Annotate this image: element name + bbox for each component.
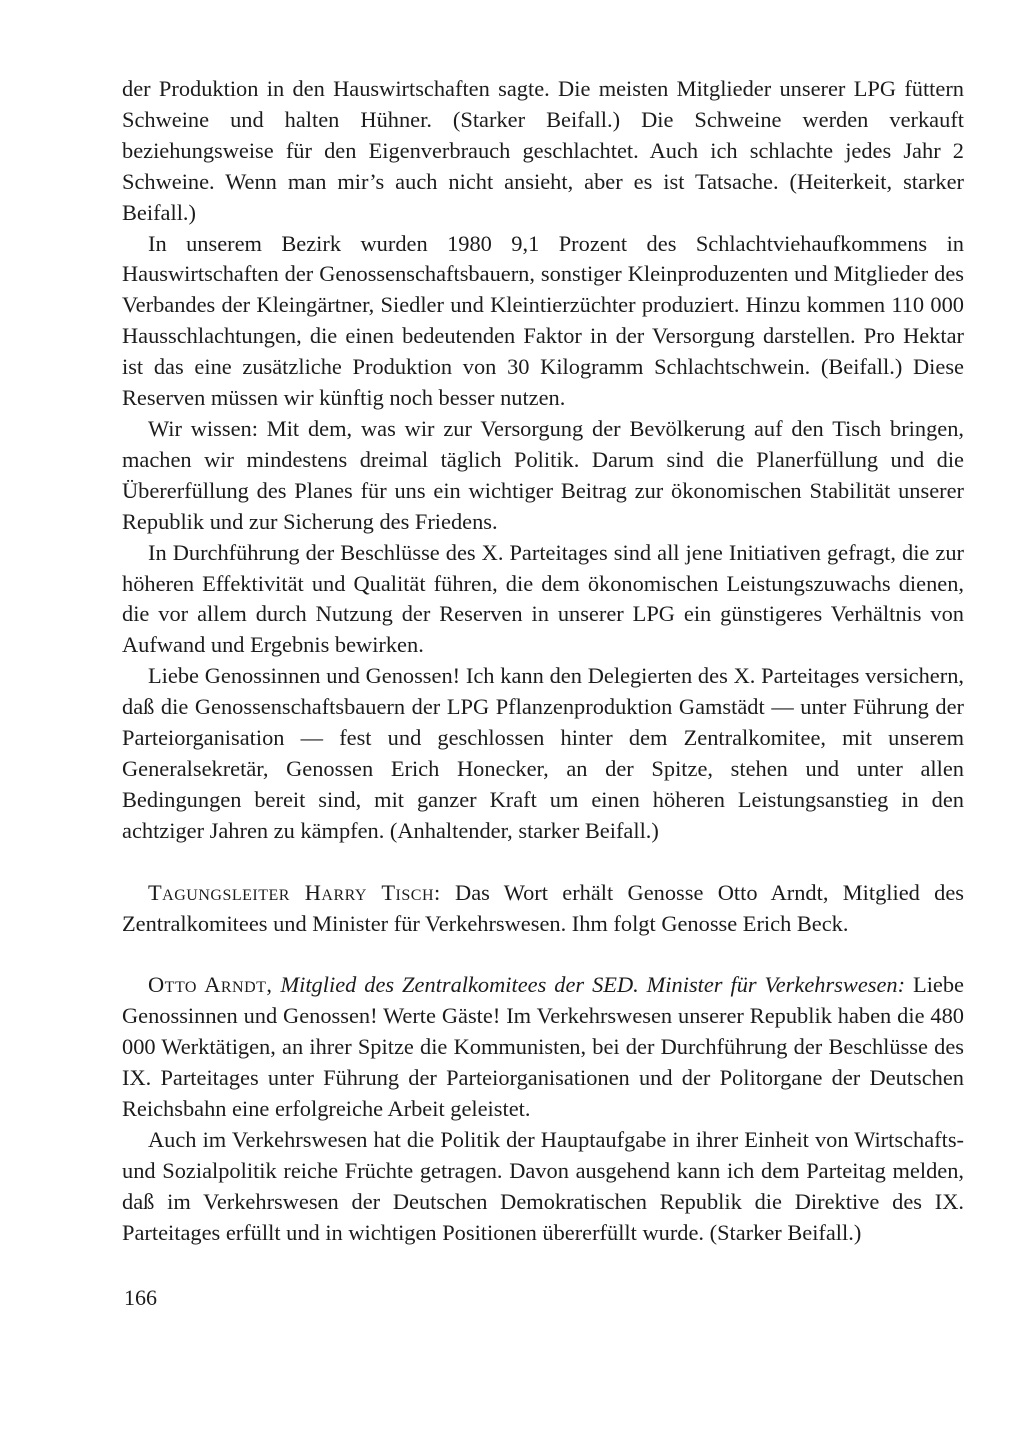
paragraph-beschluesse: In Durchführung der Beschlüsse des X. Parteitages sind all jene Initiativen gefragt, die zur höheren Effektivität und Qualität führen, die dem ökonomischen Leistungszuwachs dienen, die vor allem durch Nutzung der Reserven in unserer LPG ein günstigeres Verhältnis von Aufwand und Ergebnis bewirken. bbox=[122, 539, 964, 658]
paragraph-genossen: Liebe Genossinnen und Genossen! Ich kann den Delegierten des X. Parteitages versichern, daß die Genossenschaftsbauern der LPG Pflanzenproduktion Gamstädt — unter Führung der Parteiorganisation — fest und geschlossen hinter dem Zentralkomitee, mit unserem Generalsekretär, Genossen Erich Honecker, an der Spitze, stehen und unter allen Bedingungen bereit sind, mit ganzer Kraft um einen höheren Leistungsanstieg in den achtziger Jahren zu kämpfen. (Anhaltender, starker Beifall.) bbox=[122, 663, 964, 843]
arndt-role: Mitglied des Zentralkomitees der SED. Minister für Verkehrswesen: bbox=[272, 972, 906, 998]
chair-speaker: Tagungsleiter Harry Tisch: bbox=[148, 879, 441, 905]
arndt-speaker: Otto Arndt, bbox=[148, 972, 273, 998]
paragraph-verkehrswesen: Auch im Verkehrswesen hat die Politik der Hauptaufgabe in ihrer Einheit von Wirtschafts- und Sozialpolitik reiche Früchte getragen. Davon ausgehend kann ich dem Parteitag melden, daß im Verkehrswesen der Deutschen Demokratischen Republik die Direktive des IX. Parteitages erfüllt und in wichtigen Positionen übererfüllt wurde. (Starker Beifall.) bbox=[122, 1127, 964, 1245]
arndt-text: Liebe Genossinnen und Genossen! Werte Gäste! Im Verkehrswesen unserer Republik haben die 480 000 Werktätigen, an ihrer Spitze die Kommunisten, bei der Durchführung der Beschlüsse des IX. Parteitages unter Führung der Parteiorganisationen und der Politorgane der Deutschen Reichsbahn eine erfolgreiche Arbeit geleistet. bbox=[122, 972, 964, 1122]
paragraph-versorgung: Wir wissen: Mit dem, was wir zur Versorgung der Bevölkerung auf den Tisch bringen, machen wir mindestens dreimal täglich Politik. Darum sind die Planerfüllung und die Übererfüllung des Planes für uns ein wichtiger Beitrag zur ökonomischen Stabilität unserer Republik und zur Sicherung des Friedens. bbox=[122, 415, 964, 534]
paragraph-bezirk: In unserem Bezirk wurden 1980 9,1 Prozent des Schlachtviehaufkommens in Hauswirtschaften der Genossenschaftsbauern, sonstiger Kleinproduzenten und Mitglieder des Verbandes der Kleingärtner, Siedler und Kleintierzüchter produziert. Hinzu kommen 110 000 Hausschlachtungen, die einen bedeutenden Faktor in der Versorgung darstellen. Pro Hektar ist das eine zusätzliche Produktion von 30 Kilogramm Schlachtschwein. (Beifall.) Diese Reserven müssen wir künftig noch besser nutzen. bbox=[122, 230, 964, 411]
chair-announcement bbox=[122, 878, 964, 940]
arndt-speech-opening bbox=[122, 970, 964, 1125]
chair-text: Das Wort erhält Genosse Otto Arndt, Mitglied des Zentralkomitees und Minister für Verkehrswesen. Ihm folgt Genosse Erich Beck. bbox=[122, 879, 964, 936]
paragraph-continuation: der Produktion in den Hauswirtschaften sagte. Die meisten Mitglieder unserer LPG füttern Schweine und halten Hühner. (Starker Beifall.) Die Schweine werden verkauft beziehungsweise für den Eigenverbrauch geschlachtet. Auch ich schlachte jedes Jahr 2 Schweine. Wenn man mir’s auch nicht ansieht, aber es ist Tatsache. (Heiterkeit, starker Beifall.) bbox=[122, 76, 964, 225]
page-body bbox=[122, 74, 964, 1249]
page-number: 166 bbox=[124, 1285, 157, 1310]
